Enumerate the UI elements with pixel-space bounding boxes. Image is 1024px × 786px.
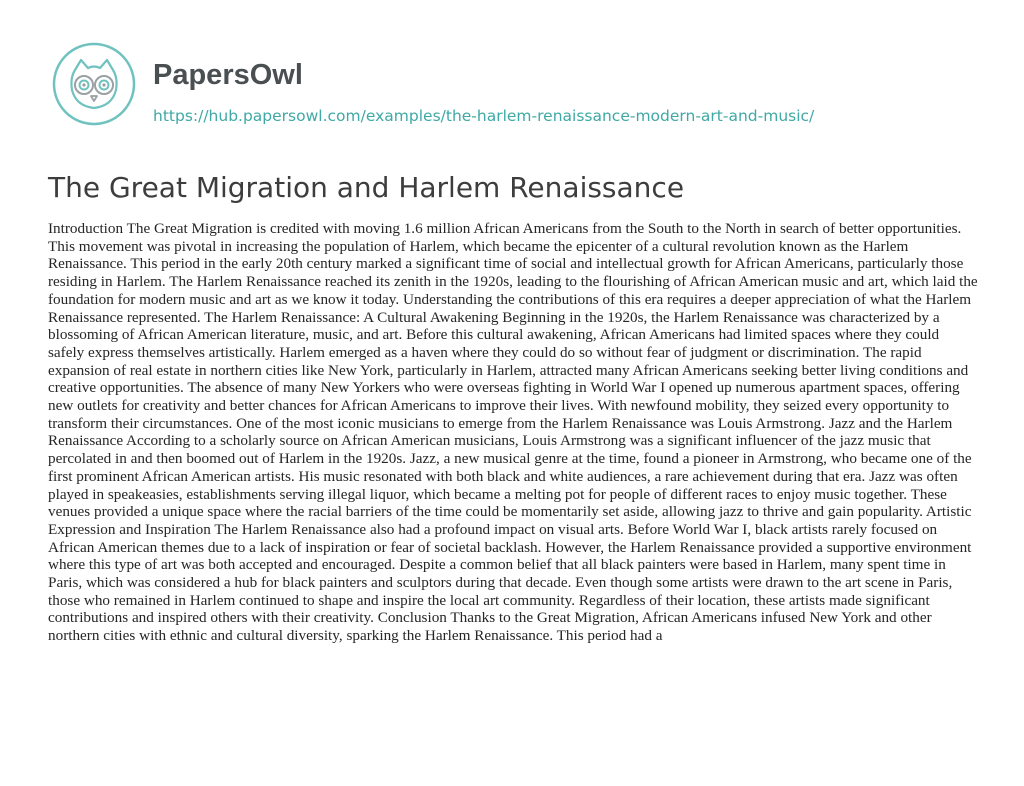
page-title: The Great Migration and Harlem Renaissance <box>48 171 685 204</box>
brand-name: PapersOwl <box>153 59 303 91</box>
document-body: Introduction The Great Migration is credited with moving 1.6 million African Americans from the South to the North in search of better opportunities. This movement was pivotal in increasing the population of Harlem, which became the epicenter of a cultural revolution known as the Harlem Renaissance. This period in the early 20th century marked a significant time of social and intellectual growth for African Americans, particularly those residing in Harlem. The Harlem Renaissance reached its zenith in the 1920s, leading to the flourishing of African American music and art, which laid the foundation for modern music and art as we know it today. Understanding the contributions of this era requires a deeper appreciation of what the Harlem Renaissance represented. The Harlem Renaissance: A Cultural Awakening Beginning in the 1920s, the Harlem Renaissance was characterized by a blossoming of African American literature, music, and art. Before this cultural awakening, African Americans had limited spaces where they could safely express themselves artistically. Harlem emerged as a haven where they could do so without fear of judgment or discrimination. The rapid expansion of real estate in northern cities like New York, particularly in Harlem, attracted many African Americans seeking better living conditions and creative opportunities. The absence of many New Yorkers who were overseas fighting in World War I opened up numerous apartment spaces, offering new outlets for creativity and better chances for African Americans to improve their lives. With newfound mobility, they seized every opportunity to transform their circumstances. One of the most iconic musicians to emerge from the Harlem Renaissance was Louis Armstrong. Jazz and the Harlem Renaissance According to a scholarly source on African American musicians, Louis Armstrong was a significant influencer of the jazz music that percolated in and then boomed out of Harlem in the 1920s. Jazz, a new musical genre at the time, found a pioneer in Armstrong, who became one of the first prominent African American artists. His music resonated with both black and white audiences, a rare achievement during that era. Jazz was often played in speakeasies, establishments serving illegal liquor, which became a melting pot for people of different races to enjoy music together. These venues provided a unique space where the racial barriers of the time could be momentarily set aside, allowing jazz to thrive and gain popularity. Artistic Expression and Inspiration The Harlem Renaissance also had a profound impact on visual arts. Before World War I, black artists rarely focused on African American themes due to a lack of inspiration or fear of societal backlash. However, the Harlem Renaissance provided a supportive environment where this type of art was both accepted and encouraged. Despite a common belief that all black painters were based in Harlem, many spent time in Paris, which was considered a hub for black painters and sculptors during that decade. Even though some artists were drawn to the art scene in Paris, those who remained in Harlem continued to shape and inspire the local art community. Regardless of their location, these artists made significant contributions and inspired others with their creativity. Conclusion Thanks to the Great Migration, African Americans infused New York and other northern cities with ethnic and cultural diversity, sparking the Harlem Renaissance. This period had a <box>48 220 978 645</box>
bottom-fade-overlay <box>0 700 1024 786</box>
source-url-link[interactable]: https://hub.papersowl.com/examples/the-harlem-renaissance-modern-art-and-music/ <box>153 107 815 125</box>
owl-logo-icon <box>48 38 140 130</box>
